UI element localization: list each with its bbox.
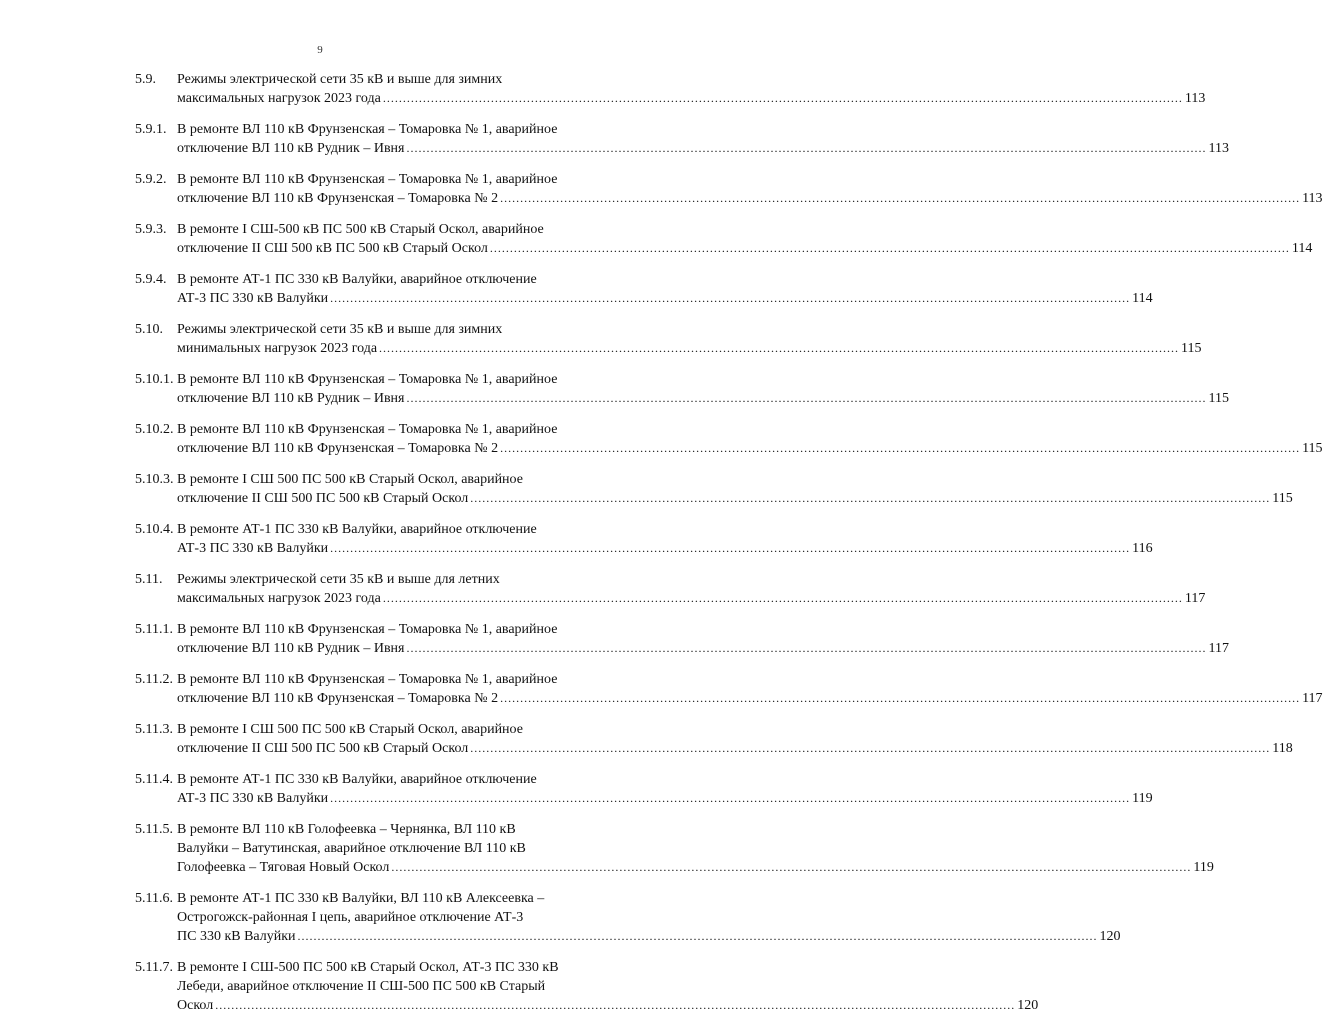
toc-entry-title-line: Режимы электрической сети 35 кВ и выше для зимних bbox=[177, 322, 503, 337]
toc-entry-title-line: В ремонте I СШ-500 ПС 500 кВ Старый Оскол, АТ-3 ПС 330 кВ bbox=[177, 960, 559, 975]
dot-leader: ........................................................................................................................................................................................................ bbox=[500, 441, 1301, 455]
toc-entry-number: 5.11. bbox=[135, 572, 163, 587]
toc-entry-title-line: АТ-3 ПС 330 кВ Валуйки bbox=[177, 791, 329, 806]
toc-entry-last-line bbox=[177, 189, 1323, 208]
dot-leader: ........................................................................................................................................................................................................ bbox=[297, 929, 1098, 943]
table-of-contents bbox=[0, 70, 1323, 1015]
toc-entry[interactable] bbox=[0, 120, 1229, 158]
toc-entry-last-line bbox=[177, 927, 1121, 946]
toc-entry-page[interactable]: 115 bbox=[1302, 441, 1323, 456]
toc-entry-title-line: Валуйки – Ватутинская, аварийное отключение ВЛ 110 кВ bbox=[177, 841, 526, 856]
toc-entry-title bbox=[177, 320, 1202, 358]
toc-entry-title-line: АТ-3 ПС 330 кВ Валуйки bbox=[177, 541, 329, 556]
toc-entry-title-line: В ремонте ВЛ 110 кВ Голофеевка – Чернянка, ВЛ 110 кВ bbox=[177, 822, 516, 837]
toc-entry-title-line: отключение II СШ 500 ПС 500 кВ Старый Оскол bbox=[177, 741, 469, 756]
toc-entry[interactable] bbox=[0, 70, 1206, 108]
toc-entry-last-line bbox=[177, 789, 1153, 808]
toc-entry-title bbox=[177, 670, 1323, 708]
toc-entry-title bbox=[177, 470, 1293, 508]
dot-leader: ........................................................................................................................................................................................................ bbox=[330, 791, 1131, 805]
dot-leader: ........................................................................................................................................................................................................ bbox=[215, 998, 1016, 1012]
toc-entry-title-line: В ремонте I СШ 500 ПС 500 кВ Старый Оскол, аварийное bbox=[177, 472, 523, 487]
toc-entry-number: 5.11.6. bbox=[135, 891, 173, 906]
toc-entry-title-line: Голофеевка – Тяговая Новый Оскол bbox=[177, 860, 390, 875]
toc-entry-title-line: Оскол bbox=[177, 998, 214, 1013]
toc-entry-last-line bbox=[177, 739, 1293, 758]
dot-leader: ........................................................................................................................................................................................................ bbox=[379, 341, 1180, 355]
toc-entry-page[interactable]: 120 bbox=[1017, 998, 1039, 1013]
toc-entry-last-line bbox=[177, 539, 1153, 558]
toc-entry-title bbox=[177, 220, 1313, 258]
toc-entry-title bbox=[177, 570, 1206, 608]
toc-entry-number: 5.10.2. bbox=[135, 422, 174, 437]
toc-entry-title-line: отключение II СШ 500 кВ ПС 500 кВ Старый Оскол bbox=[177, 241, 488, 256]
toc-entry-last-line bbox=[177, 289, 1153, 308]
dot-leader: ........................................................................................................................................................................................................ bbox=[330, 291, 1131, 305]
dot-leader: ........................................................................................................................................................................................................ bbox=[470, 491, 1271, 505]
toc-entry-title-line: В ремонте ВЛ 110 кВ Фрунзенская – Томаровка № 1, аварийное bbox=[177, 672, 558, 687]
toc-entry-title-line: В ремонте I СШ 500 ПС 500 кВ Старый Оскол, аварийное bbox=[177, 722, 523, 737]
toc-entry[interactable] bbox=[0, 520, 1153, 558]
toc-entry-last-line bbox=[177, 139, 1229, 158]
toc-entry[interactable] bbox=[0, 958, 1039, 1015]
toc-entry-title-line: Острогожск-районная I цепь, аварийное отключение АТ-3 bbox=[177, 910, 524, 925]
toc-entry-page[interactable]: 115 bbox=[1181, 341, 1202, 356]
toc-entry-number: 5.11.2. bbox=[135, 672, 173, 687]
dot-leader: ........................................................................................................................................................................................................ bbox=[330, 541, 1131, 555]
toc-entry-last-line bbox=[177, 239, 1313, 258]
toc-entry-number: 5.9.1. bbox=[135, 122, 167, 137]
toc-entry-page[interactable]: 114 bbox=[1291, 241, 1313, 256]
toc-entry-title bbox=[177, 720, 1293, 758]
toc-entry-number: 5.11.4. bbox=[135, 772, 173, 787]
toc-entry[interactable] bbox=[0, 570, 1206, 608]
toc-entry-number: 5.11.5. bbox=[135, 822, 173, 837]
dot-leader: ........................................................................................................................................................................................................ bbox=[406, 391, 1207, 405]
toc-entry[interactable] bbox=[0, 720, 1293, 758]
toc-entry-title bbox=[177, 170, 1323, 208]
toc-entry-last-line bbox=[177, 489, 1293, 508]
toc-entry-title bbox=[177, 820, 1214, 877]
toc-entry-title-line: Режимы электрической сети 35 кВ и выше для летних bbox=[177, 572, 500, 587]
toc-entry-page[interactable]: 119 bbox=[1132, 791, 1153, 806]
toc-entry[interactable] bbox=[0, 670, 1323, 708]
toc-entry-title-line: В ремонте ВЛ 110 кВ Фрунзенская – Томаровка № 1, аварийное bbox=[177, 372, 558, 387]
toc-entry-last-line bbox=[177, 389, 1229, 408]
toc-entry-last-line bbox=[177, 996, 1039, 1015]
dot-leader: ........................................................................................................................................................................................................ bbox=[470, 741, 1271, 755]
toc-entry[interactable] bbox=[0, 820, 1214, 877]
toc-entry[interactable] bbox=[0, 320, 1202, 358]
toc-entry[interactable] bbox=[0, 470, 1293, 508]
toc-entry-title-line: В ремонте ВЛ 110 кВ Фрунзенская – Томаровка № 1, аварийное bbox=[177, 122, 558, 137]
dot-leader: ........................................................................................................................................................................................................ bbox=[500, 191, 1301, 205]
toc-entry-number: 5.10.1. bbox=[135, 372, 174, 387]
toc-entry-title-line: АТ-3 ПС 330 кВ Валуйки bbox=[177, 291, 329, 306]
toc-entry-title bbox=[177, 958, 1039, 1015]
dot-leader: ........................................................................................................................................................................................................ bbox=[382, 591, 1183, 605]
toc-entry[interactable] bbox=[0, 270, 1153, 308]
toc-entry-title-line: Лебеди, аварийное отключение II СШ-500 ПС 500 кВ Старый bbox=[177, 979, 546, 994]
toc-entry-title-line: В ремонте АТ-1 ПС 330 кВ Валуйки, аварийное отключение bbox=[177, 272, 537, 287]
toc-entry-number: 5.9.4. bbox=[135, 272, 167, 287]
toc-entry-title bbox=[177, 770, 1153, 808]
toc-entry-number: 5.9.3. bbox=[135, 222, 167, 237]
toc-entry-title-line: отключение ВЛ 110 кВ Рудник – Ивня bbox=[177, 641, 405, 656]
toc-entry-last-line bbox=[177, 339, 1202, 358]
toc-entry-page[interactable]: 117 bbox=[1302, 691, 1323, 706]
toc-entry-number: 5.10. bbox=[135, 322, 163, 337]
toc-entry-title bbox=[177, 620, 1229, 658]
toc-entry-last-line bbox=[177, 689, 1323, 708]
toc-entry-last-line bbox=[177, 589, 1206, 608]
toc-entry-page[interactable]: 117 bbox=[1208, 641, 1229, 656]
toc-entry-title bbox=[177, 120, 1229, 158]
toc-entry-title-line: ПС 330 кВ Валуйки bbox=[177, 929, 296, 944]
toc-entry-number: 5.10.3. bbox=[135, 472, 174, 487]
toc-entry-title-line: В ремонте ВЛ 110 кВ Фрунзенская – Томаровка № 1, аварийное bbox=[177, 422, 558, 437]
toc-entry-title bbox=[177, 420, 1323, 458]
toc-entry-title-line: максимальных нагрузок 2023 года bbox=[177, 591, 381, 606]
toc-entry[interactable] bbox=[0, 770, 1153, 808]
toc-entry-page[interactable]: 113 bbox=[1302, 191, 1323, 206]
toc-entry-number: 5.10.4. bbox=[135, 522, 174, 537]
toc-entry-title-line: отключение ВЛ 110 кВ Рудник – Ивня bbox=[177, 141, 405, 156]
dot-leader: ........................................................................................................................................................................................................ bbox=[500, 691, 1301, 705]
toc-entry-number: 5.9.2. bbox=[135, 172, 167, 187]
toc-entry-title-line: отключение ВЛ 110 кВ Фрунзенская – Томаровка № 2 bbox=[177, 191, 499, 206]
toc-entry-page[interactable]: 116 bbox=[1132, 541, 1153, 556]
toc-entry[interactable] bbox=[0, 170, 1323, 208]
toc-entry-page[interactable]: 119 bbox=[1193, 860, 1214, 875]
dot-leader: ........................................................................................................................................................................................................ bbox=[391, 860, 1192, 874]
toc-entry-last-line bbox=[177, 439, 1323, 458]
toc-entry-page[interactable]: 118 bbox=[1272, 741, 1293, 756]
toc-entry-title bbox=[177, 520, 1153, 558]
toc-entry-number: 5.11.3. bbox=[135, 722, 173, 737]
toc-entry-number: 5.11.1. bbox=[135, 622, 173, 637]
dot-leader: ........................................................................................................................................................................................................ bbox=[406, 141, 1207, 155]
toc-entry-title-line: отключение ВЛ 110 кВ Фрунзенская – Томаровка № 2 bbox=[177, 691, 499, 706]
toc-entry[interactable] bbox=[0, 889, 1121, 946]
toc-entry-title-line: Режимы электрической сети 35 кВ и выше для зимних bbox=[177, 72, 503, 87]
toc-entry-last-line bbox=[177, 89, 1206, 108]
toc-entry-title-line: В ремонте I СШ-500 кВ ПС 500 кВ Старый Оскол, аварийное bbox=[177, 222, 544, 237]
toc-entry-page[interactable]: 113 bbox=[1184, 91, 1206, 106]
toc-entry-title-line: В ремонте АТ-1 ПС 330 кВ Валуйки, ВЛ 110 кВ Алексеевка – bbox=[177, 891, 545, 906]
toc-entry-page[interactable]: 113 bbox=[1208, 141, 1229, 156]
toc-entry-title-line: отключение ВЛ 110 кВ Фрунзенская – Томаровка № 2 bbox=[177, 441, 499, 456]
toc-entry-page[interactable]: 115 bbox=[1272, 491, 1293, 506]
toc-entry-title-line: В ремонте АТ-1 ПС 330 кВ Валуйки, аварийное отключение bbox=[177, 772, 537, 787]
toc-entry-number: 5.9. bbox=[135, 72, 156, 87]
toc-entry-page[interactable]: 115 bbox=[1208, 391, 1229, 406]
toc-entry[interactable] bbox=[0, 220, 1313, 258]
toc-entry-page[interactable]: 117 bbox=[1184, 591, 1206, 606]
toc-entry-title-line: В ремонте АТ-1 ПС 330 кВ Валуйки, аварийное отключение bbox=[177, 522, 537, 537]
toc-entry[interactable] bbox=[0, 620, 1229, 658]
toc-entry-title bbox=[177, 370, 1229, 408]
toc-entry-last-line bbox=[177, 858, 1214, 877]
toc-entry-title-line: отключение II СШ 500 ПС 500 кВ Старый Оскол bbox=[177, 491, 469, 506]
toc-entry-page[interactable]: 120 bbox=[1099, 929, 1121, 944]
toc-entry[interactable] bbox=[0, 370, 1229, 408]
dot-leader: ........................................................................................................................................................................................................ bbox=[406, 641, 1207, 655]
toc-entry-number: 5.11.7. bbox=[135, 960, 173, 975]
toc-entry-page[interactable]: 114 bbox=[1132, 291, 1153, 306]
page-number: 9 bbox=[317, 44, 323, 56]
toc-entry-title-line: отключение ВЛ 110 кВ Рудник – Ивня bbox=[177, 391, 405, 406]
toc-entry[interactable] bbox=[0, 420, 1323, 458]
toc-entry-title-line: максимальных нагрузок 2023 года bbox=[177, 91, 381, 106]
toc-entry-title bbox=[177, 270, 1153, 308]
toc-entry-title-line: В ремонте ВЛ 110 кВ Фрунзенская – Томаровка № 1, аварийное bbox=[177, 172, 558, 187]
toc-entry-title bbox=[177, 889, 1121, 946]
dot-leader: ........................................................................................................................................................................................................ bbox=[382, 91, 1183, 105]
toc-entry-last-line bbox=[177, 639, 1229, 658]
toc-entry-title-line: минимальных нагрузок 2023 года bbox=[177, 341, 378, 356]
toc-entry-title-line: В ремонте ВЛ 110 кВ Фрунзенская – Томаровка № 1, аварийное bbox=[177, 622, 558, 637]
toc-entry-title bbox=[177, 70, 1206, 108]
dot-leader: ........................................................................................................................................................................................................ bbox=[489, 241, 1290, 255]
